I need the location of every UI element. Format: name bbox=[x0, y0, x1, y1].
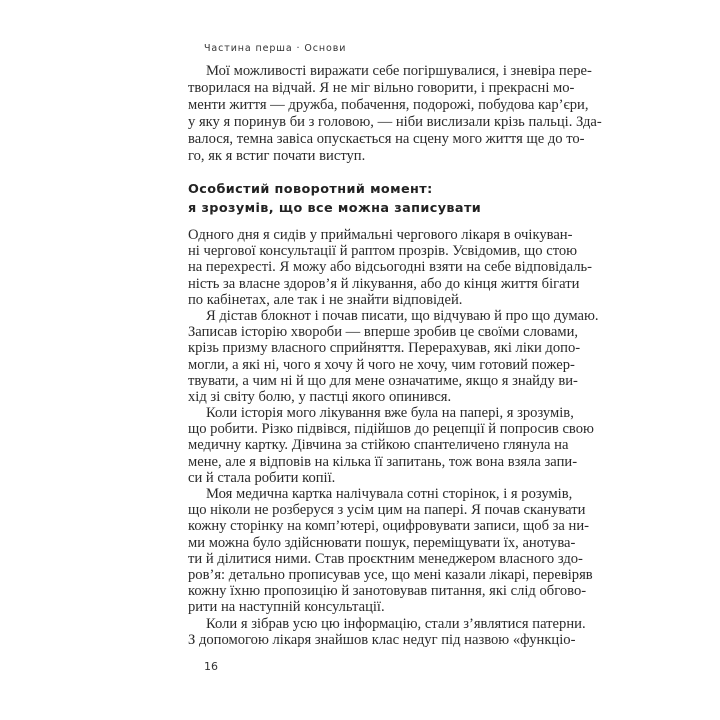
page-number: 16 bbox=[204, 660, 218, 673]
text-line: творилася на відчай. Я не міг вільно говорити, і прекрасні мо- bbox=[188, 80, 575, 96]
paragraph bbox=[188, 405, 594, 486]
text-line: медичну картку. Дівчина за стійкою спантеличено глянула на bbox=[188, 437, 569, 454]
running-head: Частина перша · Основи bbox=[204, 43, 347, 54]
paragraph bbox=[188, 615, 586, 648]
heading-line: Особистий поворотний момент: bbox=[188, 182, 433, 197]
text-line: Одного дня я сидів у приймальні чергового лікаря в очікуван- bbox=[188, 227, 573, 243]
text-line: кожну сторінку на комп’ютері, оцифровувати записи, щоб за ни- bbox=[188, 518, 590, 535]
section-body bbox=[188, 227, 599, 648]
text-line: ти й ділитися ними. Став проєктним менеджером власного здо- bbox=[188, 550, 583, 567]
text-line: ров’я: детально прописував усе, що мені казали лікарі, перевіряв bbox=[188, 566, 593, 583]
text-line: що робити. Різко підвівся, підійшов до рецепції й попросив свою bbox=[188, 421, 594, 438]
text-line: Моя медична картка налічувала сотні сторінок, і я розумів, bbox=[206, 486, 573, 502]
paragraph bbox=[188, 486, 593, 616]
text-line: хід зі світу болю, у пастці якого опинився. bbox=[188, 388, 452, 405]
intro-paragraph bbox=[188, 63, 602, 165]
text-line: твувати, а чим ні й що для мене означатиме, якщо я знайду ви- bbox=[188, 372, 578, 389]
text-line: на перехресті. Я можу або відсьогодні взяти на себе відповідаль- bbox=[188, 259, 592, 276]
text-line: Мої можливості виражати себе погіршувалися, і зневіра пере- bbox=[206, 63, 592, 79]
text-line: Коли історія мого лікування вже була на папері, я зрозумів, bbox=[206, 405, 574, 422]
text-line: го, як я встиг почати виступ. bbox=[188, 148, 366, 164]
paragraph bbox=[188, 227, 592, 308]
text-line: рити на наступній консультації. bbox=[188, 599, 385, 616]
paragraph bbox=[188, 307, 599, 405]
text-line: ми можна було здійснювати пошук, переміщувати їх, анотува- bbox=[188, 534, 576, 551]
text-line: Я дістав блокнот і почав писати, що відчуваю й про що думаю. bbox=[206, 307, 599, 324]
text-line: крізь призму власного сприйняття. Перерахував, які ліки допо- bbox=[188, 340, 581, 357]
text-line: Записав історію хвороби — вперше зробив це своїми словами, bbox=[188, 324, 579, 341]
text-line: по кабінетах, але так і не знайти відповідей. bbox=[188, 291, 463, 308]
text-line: могли, а які ні, чого я хочу й чого не хочу, чим готовий пожер- bbox=[188, 356, 575, 373]
section-heading bbox=[188, 180, 548, 218]
text-line: ні чергової консультації й раптом прозрів. Усвідомив, що стою bbox=[188, 243, 578, 260]
text-line: З допомогою лікаря знайшов клас недуг під назвою «функціо- bbox=[188, 631, 576, 648]
text-line: у яку я поринув би з головою, — ніби вислизали крізь пальці. Зда- bbox=[188, 114, 602, 130]
heading-line: я зрозумів, що все можна записувати bbox=[188, 201, 482, 216]
text-line: мене, але я відповів на кілька її запитань, тож вона взяла запи- bbox=[188, 453, 578, 470]
text-line: Коли я зібрав усю цю інформацію, стали з’являтися патерни. bbox=[206, 615, 586, 632]
text-line: менти життя — дружба, побачення, подорожі, побудова кар’єри, bbox=[188, 97, 589, 113]
text-line: си й стала робити копії. bbox=[188, 469, 336, 486]
text-line: що ніколи не розберуся з усім цим на папері. Я почав сканувати bbox=[188, 502, 586, 519]
text-line: кожну їхню пропозицію й занотовував питання, які слід обгово- bbox=[188, 583, 587, 600]
text-line: ність за власне здоров’я й лікування, або до кінця життя бігати bbox=[188, 275, 580, 292]
text-line: валося, темна завіса опускається на сцену мого життя ще до то- bbox=[188, 131, 585, 147]
